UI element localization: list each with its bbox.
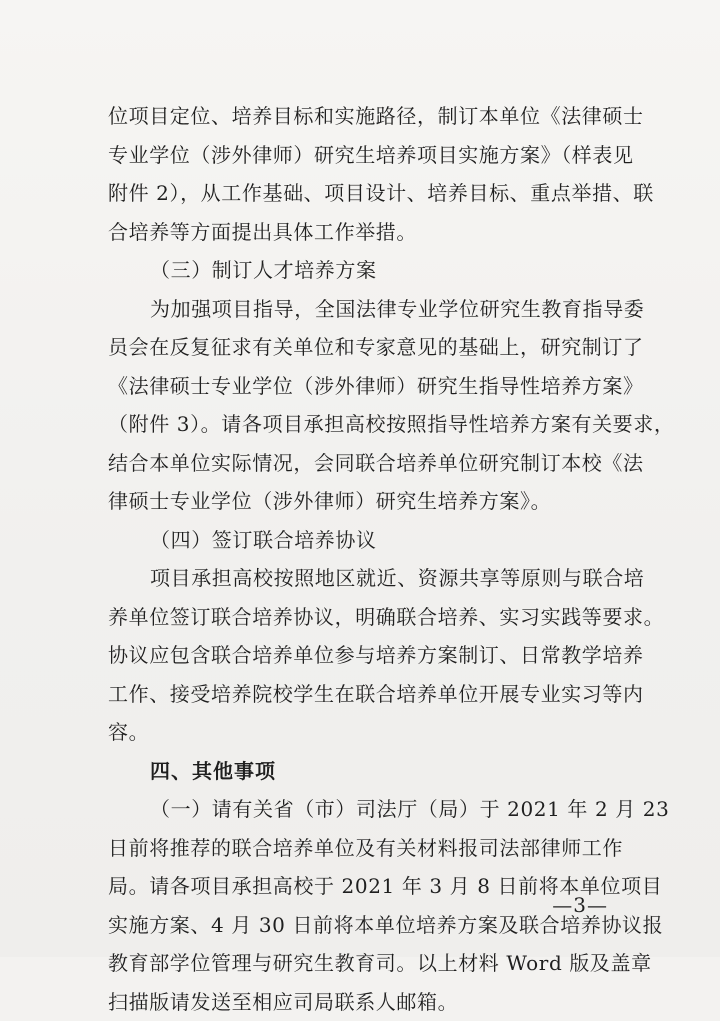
text-line: 员会在反复征求有关单位和专家意见的基础上，研究制订了 [108,328,618,367]
text-line: 局。请各项目承担高校于 2021 年 3 月 8 日前将本单位项目 [108,867,618,906]
document-body [108,97,618,1021]
subheading-joint-agreement: （四）签订联合培养协议 [108,521,618,560]
text-line: 合培养等方面提出具体工作举措。 [108,213,618,252]
text-line-content: 为加强项目指导，全国法律专业学位研究生教育指导委 [150,297,644,321]
text-line: 扫描版请发送至相应司局联系人邮箱。 [108,983,618,1021]
text-line: 实施方案、4 月 30 日前将本单位培养方案及联合培养协议报 [108,906,618,945]
subheading-training-plan: （三）制订人才培养方案 [108,251,618,290]
text-line [108,790,618,829]
text-line: 教育部学位管理与研究生教育司。以上材料 Word 版及盖章 [108,944,618,983]
page-number: —3— [552,893,608,917]
text-line: 容。 [108,713,618,752]
paragraph-deadlines [108,790,618,1021]
paragraph-implementation-plan [108,97,618,251]
text-line [108,559,618,598]
text-line-content: （一）请有关省（市）司法厅（局）于 2021 年 2 月 23 [150,797,669,821]
text-line: 日前将推荐的联合培养单位及有关材料报司法部律师工作 [108,829,618,868]
text-line-content: 项目承担高校按照地区就近、资源共享等原则与联合培 [150,566,644,590]
text-line: （附件 3）。请各项目承担高校按照指导性培养方案有关要求， [108,405,618,444]
text-line: 《法律硕士专业学位（涉外律师）研究生指导性培养方案》 [108,367,618,406]
text-line: 协议应包含联合培养单位参与培养方案制订、日常教学培养 [108,636,618,675]
text-line: 专业学位（涉外律师）研究生培养项目实施方案》（样表见 [108,136,618,175]
section-heading-other-matters: 四、其他事项 [108,752,618,791]
text-line: 位项目定位、培养目标和实施路径，制订本单位《法律硕士 [108,97,618,136]
text-line [108,290,618,329]
paragraph-joint-agreement [108,559,618,752]
text-line: 工作、接受培养院校学生在联合培养单位开展专业实习等内 [108,675,618,714]
text-line: 附件 2），从工作基础、项目设计、培养目标、重点举措、联 [108,174,618,213]
text-line: 律硕士专业学位（涉外律师）研究生培养方案》。 [108,482,618,521]
text-line: 结合本单位实际情况，会同联合培养单位研究制订本校《法 [108,444,618,483]
text-line: 养单位签订联合培养协议，明确联合培养、实习实践等要求。 [108,598,618,637]
paragraph-training-plan [108,290,618,521]
